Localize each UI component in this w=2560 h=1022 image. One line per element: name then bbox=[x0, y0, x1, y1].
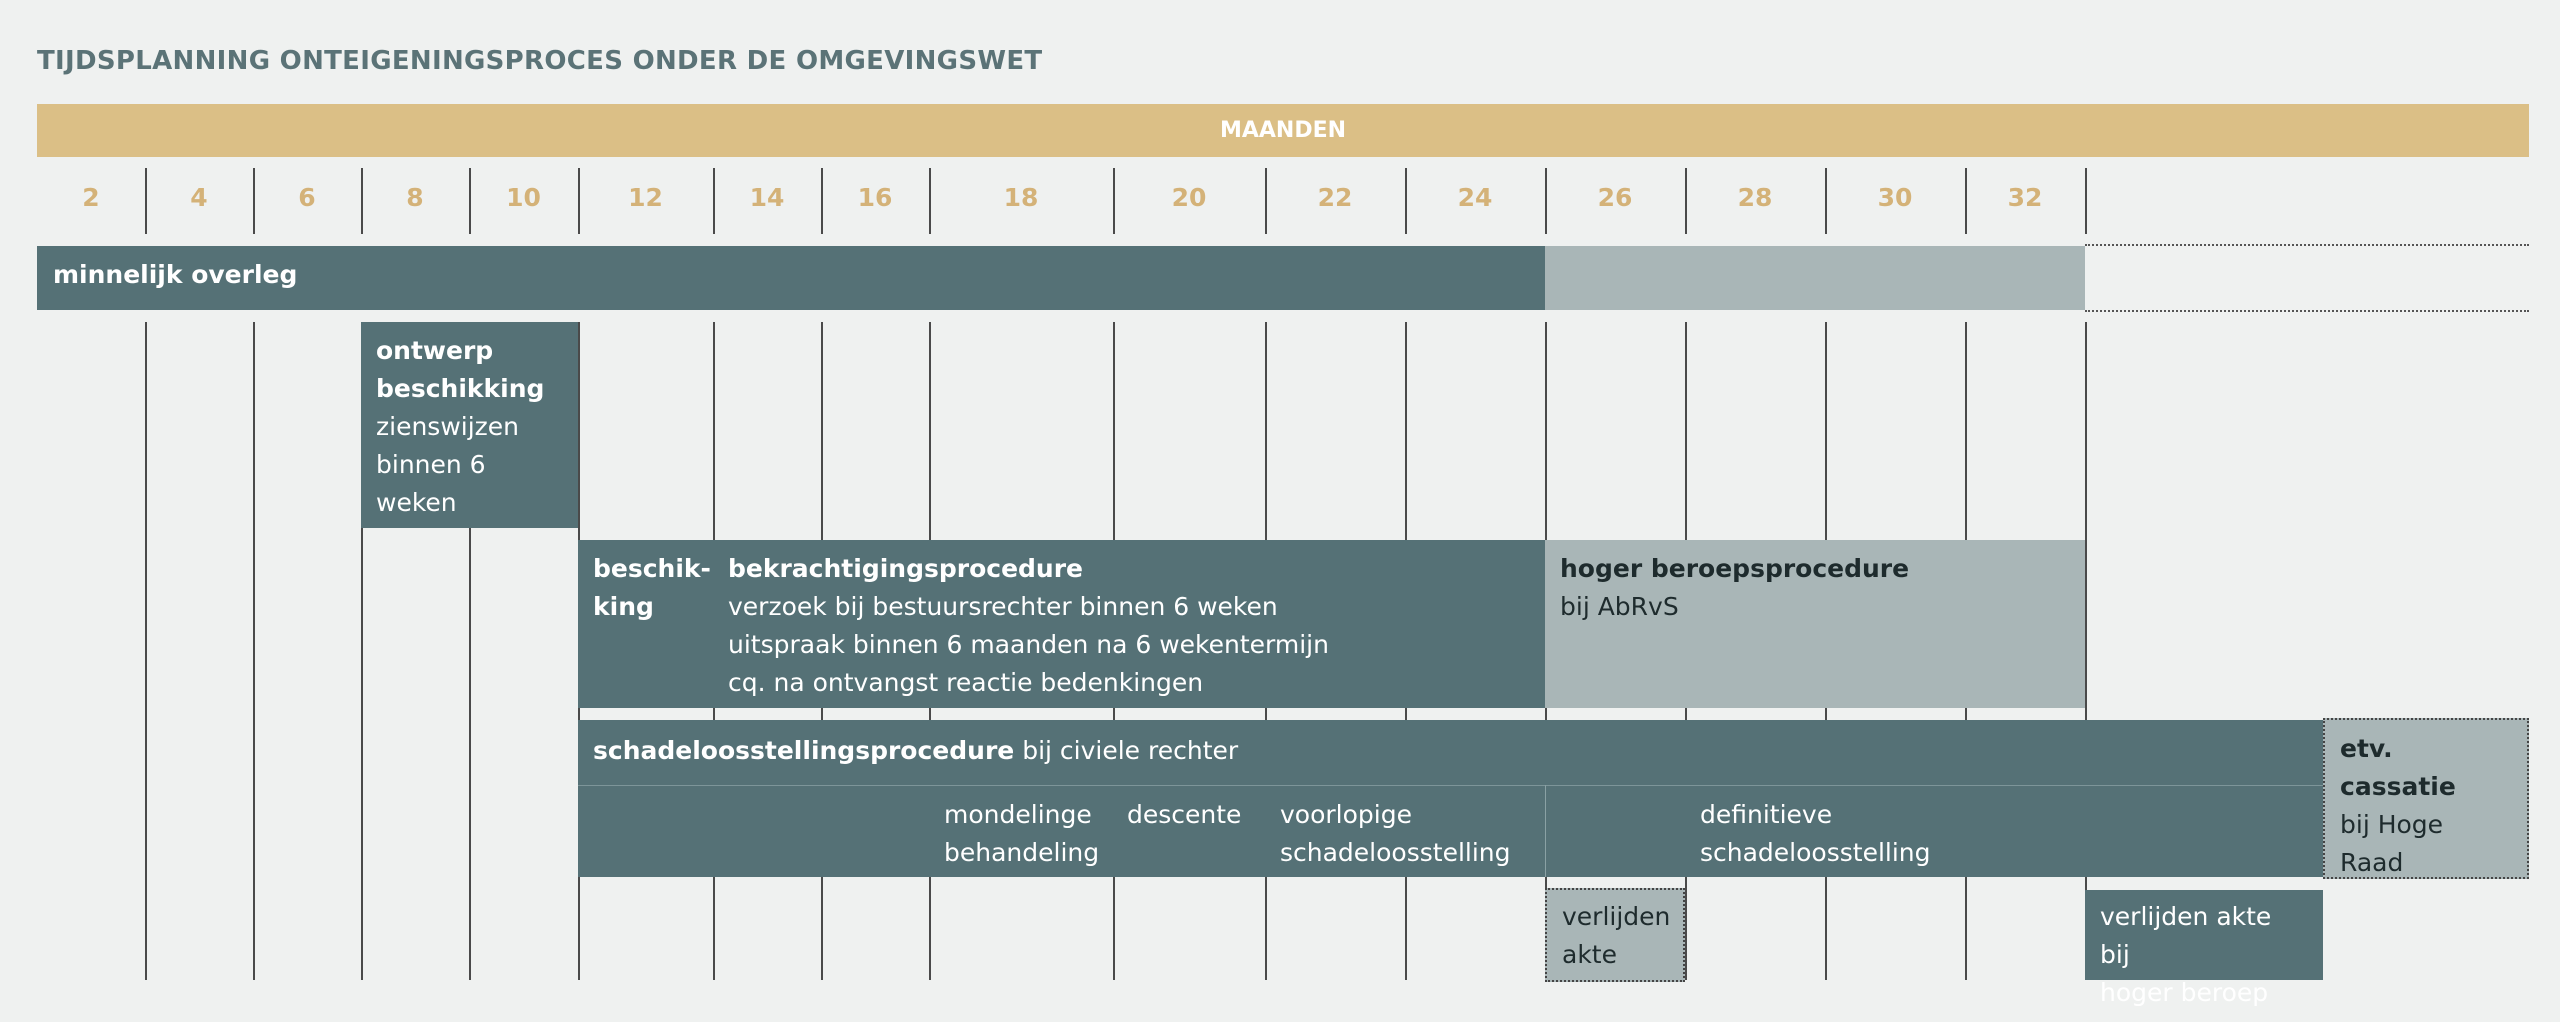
verlijden-akte-block bbox=[1545, 888, 1685, 982]
grid-line bbox=[713, 168, 715, 234]
tick-label: 12 bbox=[628, 183, 663, 212]
verlijden-akte-hoger-beroep-block bbox=[2085, 890, 2323, 1007]
bekrachtigingsprocedure-text-3: cq. na ontvangst reactie bedenkingen bbox=[728, 668, 1204, 697]
verlijden-akte-text-1: verlijden bbox=[1562, 902, 1671, 931]
grid-line bbox=[2085, 168, 2087, 234]
tick-label: 30 bbox=[1877, 183, 1913, 212]
grid-line bbox=[2085, 322, 2087, 980]
tick-label: 24 bbox=[1457, 183, 1493, 212]
ontwerp-beschikking-block bbox=[361, 322, 578, 528]
grid-line bbox=[253, 168, 255, 234]
ontwerp-beschikking-text-2: binnen 6 bbox=[376, 450, 486, 479]
grid-line bbox=[1685, 168, 1687, 234]
schadeloosstelling-divider-vertical bbox=[1545, 785, 1546, 877]
hoger-beroepsprocedure-block bbox=[1545, 540, 2085, 708]
verlijden-akte-text-2: akte bbox=[1562, 940, 1617, 969]
definitieve-schadeloosstelling-text: schadeloosstelling bbox=[1700, 838, 1931, 867]
grid-line bbox=[1113, 168, 1115, 234]
ontwerp-beschikking-text-3: weken bbox=[376, 488, 457, 517]
tick-label: 6 bbox=[298, 183, 316, 212]
tick-label: 18 bbox=[1003, 183, 1039, 212]
grid-line bbox=[145, 168, 147, 234]
verlijden-akte-hoger-beroep-text-1: verlijden akte bij bbox=[2100, 902, 2272, 969]
schadeloosstelling-divider bbox=[578, 785, 2323, 786]
bekrachtigingsprocedure-title: bekrachtigingsprocedure bbox=[728, 554, 1084, 583]
months-header-label: MAANDEN bbox=[1219, 118, 1347, 143]
bekrachtigingsprocedure-block bbox=[713, 540, 1545, 708]
cassatie-block bbox=[2323, 718, 2529, 879]
grid-line bbox=[469, 168, 471, 234]
grid-line bbox=[821, 168, 823, 234]
cassatie-text: bij Hoge Raad bbox=[2340, 810, 2444, 877]
schadeloosstellingsprocedure-block bbox=[578, 720, 2323, 877]
grid-line bbox=[1265, 168, 1267, 234]
grid-line bbox=[929, 168, 931, 234]
grid-line bbox=[1545, 168, 1547, 234]
tick-label: 2 bbox=[82, 183, 100, 212]
minnelijk-overleg-dotted-extension bbox=[2085, 244, 2529, 312]
ontwerp-beschikking-text-1: zienswijzen bbox=[376, 412, 520, 441]
voorlopige-text: voorlopige bbox=[1280, 800, 1412, 829]
beschikking-block bbox=[578, 540, 713, 708]
tick-label: 22 bbox=[1317, 183, 1353, 212]
tick-label: 10 bbox=[506, 183, 541, 212]
behandeling-text: behandeling bbox=[944, 838, 1100, 867]
page-title: TIJDSPLANNING ONTEIGENINGSPROCES ONDER DE OMGEVINGSWET bbox=[37, 46, 1043, 76]
tick-label: 32 bbox=[2007, 183, 2043, 212]
voorlopige-schadeloosstelling-label bbox=[1280, 796, 1511, 872]
tick-label: 8 bbox=[406, 183, 424, 212]
grid-line bbox=[1825, 168, 1827, 234]
beschikking-title-1: beschik- bbox=[593, 554, 711, 583]
schadeloosstelling-text: schadeloosstelling bbox=[1280, 838, 1511, 867]
definitieve-text: definitieve bbox=[1700, 800, 1833, 829]
tick-label: 16 bbox=[857, 183, 893, 212]
descente-text: descente bbox=[1127, 800, 1242, 829]
bekrachtigingsprocedure-text-2: uitspraak binnen 6 maanden na 6 wekentermijn bbox=[728, 630, 1329, 659]
tick-label: 4 bbox=[190, 183, 208, 212]
hoger-beroepsprocedure-text: bij AbRvS bbox=[1560, 592, 1679, 621]
ontwerp-beschikking-title-2: beschikking bbox=[376, 374, 545, 403]
grid-line bbox=[578, 168, 580, 234]
grid-line bbox=[145, 322, 147, 980]
bekrachtigingsprocedure-text-1: verzoek bij bestuursrechter binnen 6 weken bbox=[728, 592, 1278, 621]
grid-line bbox=[1405, 168, 1407, 234]
minnelijk-overleg-label: minnelijk overleg bbox=[53, 260, 298, 289]
grid-line bbox=[1965, 168, 1967, 234]
tick-label: 14 bbox=[749, 183, 785, 212]
tick-label: 26 bbox=[1597, 183, 1633, 212]
schadeloosstellingsprocedure-title: schadeloosstellingsprocedure bbox=[593, 736, 1015, 765]
cassatie-title: etv. cassatie bbox=[2340, 734, 2456, 801]
descente-label bbox=[1127, 796, 1241, 834]
ontwerp-beschikking-title-1: ontwerp bbox=[376, 336, 494, 365]
mondelinge-text: mondelinge bbox=[944, 800, 1092, 829]
definitieve-schadeloosstelling-label bbox=[1700, 796, 1931, 872]
minnelijk-overleg-block bbox=[37, 246, 1545, 310]
beschikking-title-2: king bbox=[593, 592, 654, 621]
schadeloosstellingsprocedure-header bbox=[593, 732, 1238, 770]
verlijden-akte-hoger-beroep-text-2: hoger beroep bbox=[2100, 978, 2269, 1007]
grid-line bbox=[253, 322, 255, 980]
mondelinge-behandeling-label bbox=[944, 796, 1099, 872]
months-header-bar bbox=[37, 104, 2529, 157]
minnelijk-overleg-extension bbox=[1545, 246, 2085, 310]
tick-label: 28 bbox=[1737, 183, 1773, 212]
grid-line bbox=[361, 168, 363, 234]
hoger-beroepsprocedure-title: hoger beroepsprocedure bbox=[1560, 554, 1910, 583]
tick-label: 20 bbox=[1171, 183, 1207, 212]
schadeloosstellingsprocedure-subtitle: bij civiele rechter bbox=[1014, 736, 1239, 765]
